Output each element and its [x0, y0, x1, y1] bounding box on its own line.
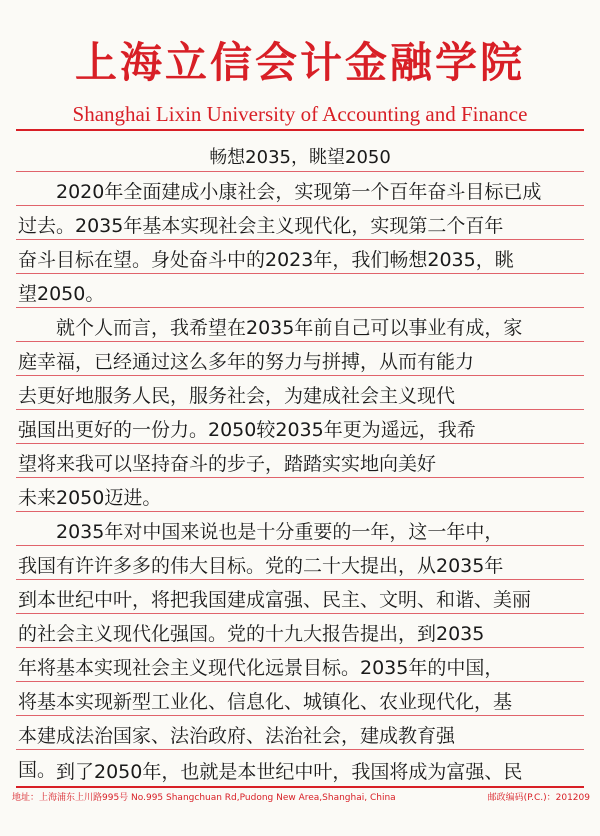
essay-line: 我国有许许多多的伟大目标。党的二十大提出，从2035年	[18, 555, 504, 577]
ruled-line	[16, 613, 584, 614]
ruled-line	[16, 341, 584, 342]
essay-line: 未来2050迈进。	[18, 487, 162, 509]
essay-line: 到了2050年，也就是本世纪中叶，我国将成为富强、民	[56, 761, 523, 783]
ruled-line	[16, 681, 584, 682]
ruled-line	[16, 375, 584, 376]
ruled-line	[16, 171, 584, 172]
ruled-line	[16, 511, 584, 512]
footer-divider	[16, 786, 584, 788]
university-name-english: Shanghai Lixin University of Accounting and Finance	[72, 102, 528, 126]
footer-address: 地址：上海浦东上川路995号 No.995 Shangchuan Rd,Pudong New Area,Shanghai, China	[12, 793, 396, 803]
ruled-line	[16, 273, 584, 274]
ruled-writing-area	[0, 140, 600, 780]
essay-line: 年将基本实现社会主义现代化远景目标。2035年的中国，	[18, 657, 504, 679]
ruled-line	[16, 409, 584, 410]
essay-line: 过去。2035年基本实现社会主义现代化，实现第二个百年	[18, 215, 504, 237]
letterhead-divider	[16, 129, 584, 131]
ruled-line	[16, 205, 584, 206]
footer-postcode: 邮政编码(P.C.)：201209	[487, 793, 590, 803]
essay-line: 国。	[18, 759, 57, 781]
essay-line: 将基本实现新型工业化、信息化、城镇化、农业现代化，基	[18, 691, 513, 713]
ruled-line	[16, 749, 584, 750]
essay-line: 奋斗目标在望。身处奋斗中的2023年，我们畅想2035，眺	[18, 249, 514, 271]
essay-line: 就个人而言，我希望在2035年前自己可以事业有成，家	[56, 317, 523, 339]
letterhead	[0, 0, 600, 140]
university-name-chinese: 上海立信会计金融学院	[74, 38, 525, 87]
ruled-line	[16, 307, 584, 308]
ruled-line	[16, 579, 584, 580]
essay-line: 望将来我可以坚持奋斗的步子，踏踏实实地向美好	[18, 453, 437, 475]
essay-title: 畅想2035，眺望2050	[209, 147, 391, 168]
ruled-line	[16, 545, 584, 546]
essay-line: 的社会主义现代化强国。党的十九大报告提出，到2035	[18, 623, 485, 645]
ruled-line	[16, 443, 584, 444]
essay-line: 庭幸福，已经通过这么多年的努力与拼搏，从而有能力	[18, 351, 475, 373]
essay-line: 到本世纪中叶，将把我国建成富强、民主、文明、和谐、美丽	[18, 589, 532, 611]
essay-line: 本建成法治国家、法治政府、法治社会，建成教育强	[18, 725, 456, 747]
ruled-line	[16, 647, 584, 648]
essay-line: 去更好地服务人民，服务社会，为建成社会主义现代	[18, 385, 456, 407]
essay-line: 2020年全面建成小康社会，实现第一个百年奋斗目标已成	[56, 181, 542, 203]
essay-line: 2035年对中国来说也是十分重要的一年，这一年中，	[56, 521, 504, 543]
essay-line: 望2050。	[18, 283, 105, 305]
essay-line: 强国出更好的一份力。2050较2035年更为遥远，我希	[18, 419, 476, 441]
ruled-line	[16, 715, 584, 716]
ruled-line	[16, 477, 584, 478]
ruled-line	[16, 239, 584, 240]
